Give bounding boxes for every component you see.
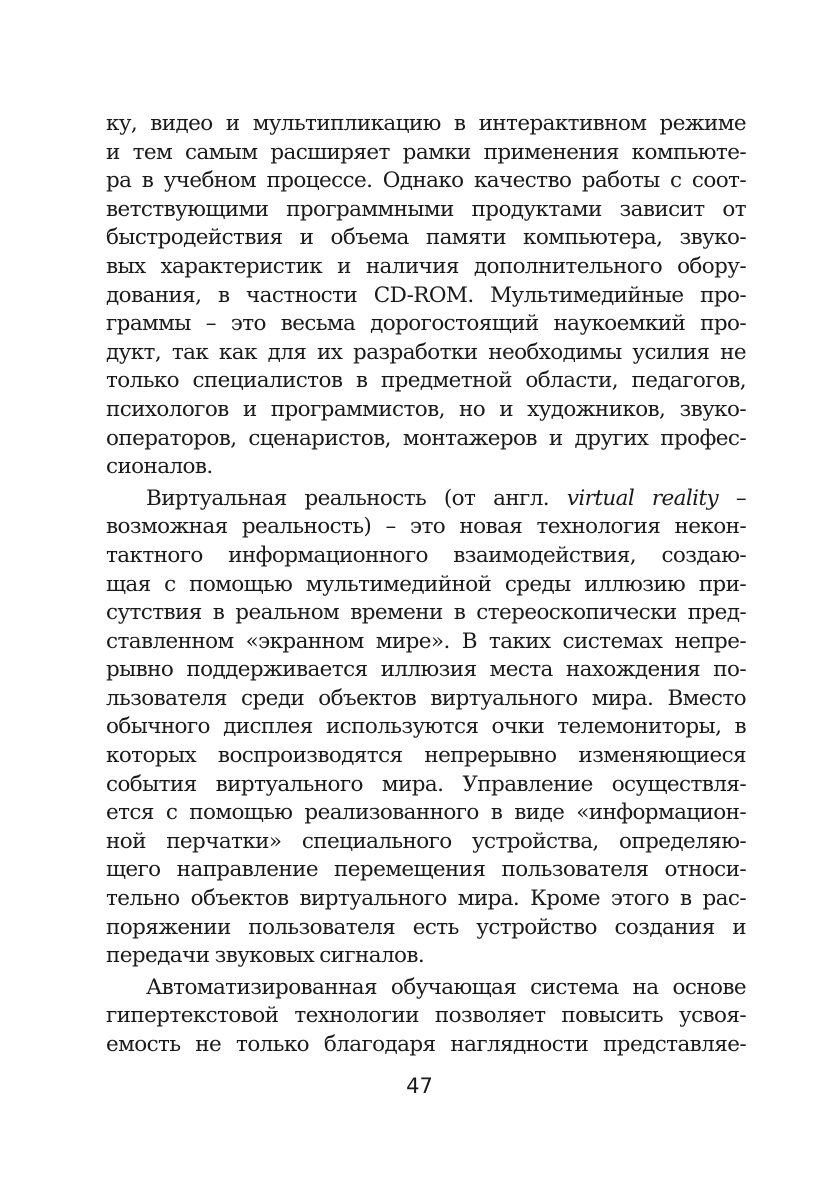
text-line: ется с помощью реализованного в виде «информацион- [106, 800, 746, 826]
paragraph [106, 110, 746, 482]
text-line: только специалистов в предметной области, педагогов, [106, 368, 746, 394]
text-line: ра в учебном процессе. Однако качество работы с соот- [106, 168, 746, 194]
text-line: ставленном «экранном мире». В таких системах непре- [106, 628, 746, 654]
text-line: рывно поддерживается иллюзия места нахождения по- [106, 657, 746, 683]
text-line: и тем самым расширяет рамки применения компьюте- [106, 139, 746, 165]
paragraph [106, 974, 746, 1060]
body-text [106, 110, 746, 1060]
text-line: ной перчатки» специального устройства, определяю- [106, 828, 746, 854]
text-line: дукт, так как для их разработки необходимы усилия не [106, 339, 746, 365]
text-line: сионалов. [106, 454, 213, 480]
text-line: Виртуальная реальность (от англ. virtual reality – [146, 485, 746, 511]
text-line: передачи звуковых сигналов. [106, 943, 425, 969]
text-line: гипертекстовой технологии позволяет повысить усвоя- [106, 1003, 746, 1029]
text-line: емость не только благодаря наглядности представляе- [106, 1032, 746, 1057]
text-line: льзователя среди объектов виртуального мира. Вместо [106, 685, 746, 711]
text-line: ветствующими программными продуктами зависит от [106, 196, 746, 222]
text-line: щая с помощью мультимедийной среды иллюзию при- [106, 571, 746, 597]
text-line: события виртуального мира. Управление осуществля- [106, 771, 746, 797]
text-line: вых характеристик и наличия дополнительного обору- [106, 253, 746, 279]
text-line: быстродействия и объема памяти компьютера, звуко- [106, 225, 746, 251]
text-line: которых воспроизводятся непрерывно изменяющиеся [106, 743, 746, 769]
text-line: тактного информационного взаимодействия, создаю- [106, 542, 746, 568]
paragraph [106, 485, 746, 971]
text-line: обычного дисплея используются очки телемониторы, в [106, 714, 746, 740]
text-line: ку, видео и мультипликацию в интерактивном режиме [106, 111, 746, 136]
text-line: Автоматизированная обучающая система на основе [146, 974, 746, 1000]
text-line: граммы – это весьма дорогостоящий наукоемкий про- [106, 311, 746, 337]
text-line: психологов и программистов, но и художников, звуко- [106, 396, 746, 422]
text-line: дования, в частности CD-ROM. Мультимедийные про- [106, 282, 746, 308]
text-line: возможная реальность) – это новая технология некон- [106, 514, 746, 540]
text-line: тельно объектов виртуального мира. Кроме этого в рас- [106, 886, 746, 912]
text-line: поряжении пользователя есть устройство создания и [106, 914, 746, 940]
text-line: операторов, сценаристов, монтажеров и других профес- [106, 425, 746, 451]
page-number: 47 [406, 1074, 433, 1098]
text-line: щего направление перемещения пользователя относи- [106, 857, 746, 883]
text-line: сутствия в реальном времени в стереоскопически пред- [106, 600, 746, 626]
